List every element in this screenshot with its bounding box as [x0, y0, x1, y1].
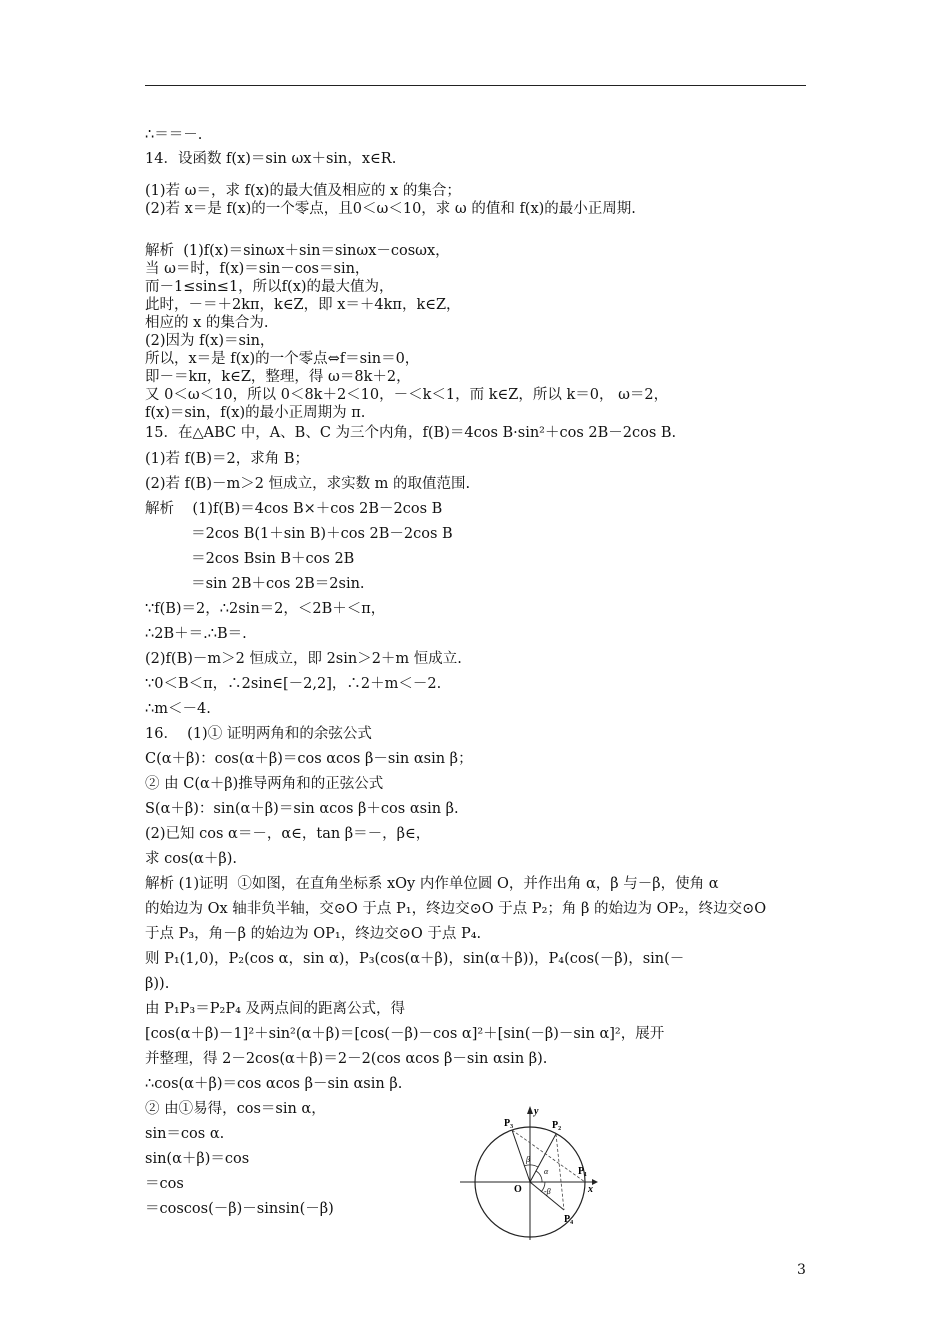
unit-circle-figure	[460, 1100, 610, 1240]
solution-heading: 解析 (1)证明 ①如图，在直角坐标系 xOy 内作单位圆 O，并作出角 α，β 与－β，使角 α	[145, 876, 719, 892]
problem-14-title: 14．设函数 f(x)＝sin ωx＋sin，x∈R.	[145, 151, 397, 167]
label-p2: P₂	[552, 1120, 562, 1131]
ray-op2	[530, 1134, 556, 1182]
text-line: 即－＝kπ，k∈Z，整理，得 ω＝8k＋2，	[145, 369, 411, 385]
text-line: ∴＝＝－.	[145, 127, 203, 143]
label-neg-beta: -β	[544, 1187, 551, 1196]
text-line: 此时，－＝＋2kπ，k∈Z，即 x＝＋4kπ，k∈Z，	[145, 297, 461, 313]
solution-heading: 解析 (1)f(x)＝sinωx＋sin＝sinωx－cosωx，	[145, 243, 450, 259]
text-line: 又 0＜ω＜10，所以 0＜8k＋2＜10，－＜k＜1，而 k∈Z，所以 k＝0， ω＝2，	[145, 387, 669, 403]
text-line: ∴m＜－4.	[145, 701, 211, 717]
text-line: 求 cos(α＋β).	[145, 851, 237, 867]
text-line: ∵0＜B＜π，∴2sin∈[－2,2]，∴2＋m＜－2.	[145, 676, 442, 692]
angle-alpha-arc	[536, 1171, 542, 1182]
text-line: (1)若 ω＝，求 f(x)的最大值及相应的 x 的集合；	[145, 183, 461, 199]
y-axis-arrow	[527, 1106, 533, 1114]
text-line: 相应的 x 的集合为.	[145, 315, 269, 331]
text-line: ∴2B＋＝.∴B＝.	[145, 626, 247, 642]
label-beta: β	[526, 1155, 530, 1164]
label-alpha: α	[544, 1167, 549, 1176]
text-line: β)).	[145, 976, 170, 992]
text-line: 由 P₁P₃＝P₂P₄ 及两点间的距离公式，得	[145, 1001, 405, 1017]
problem-15-title: 15．在△ABC 中，A、B、C 为三个内角，f(B)＝4cos B·sin²＋cos 2B－2cos B.	[145, 425, 677, 441]
text-line: ＝coscos(－β)－sinsin(－β)	[145, 1201, 334, 1217]
label-p4: P₄	[564, 1214, 574, 1225]
text-line: (2)若 f(B)－m＞2 恒成立，求实数 m 的取值范围.	[145, 476, 471, 492]
text-line: [cos(α＋β)－1]²＋sin²(α＋β)＝[cos(－β)－cos α]²＋[sin(－β)－sin α]²，展开	[145, 1026, 665, 1042]
text-line: 的始边为 Ox 轴非负半轴，交⊙O 于点 P₁，终边交⊙O 于点 P₂；角 β 的始边为 OP₂，终边交⊙O	[145, 901, 767, 917]
angle-beta-arc	[524, 1165, 538, 1167]
label-p3: P₃	[504, 1118, 514, 1129]
text-line: C(α＋β)：cos(α＋β)＝cos αcos β－sin αsin β；	[145, 751, 473, 767]
text-line: 而－1≤sin≤1，所以f(x)的最大值为，	[145, 279, 394, 295]
text-line: ＝sin 2B＋cos 2B＝2sin.	[145, 576, 365, 592]
text-line: ② 由①易得，cos＝sin α，	[145, 1101, 326, 1117]
text-line: 当 ω＝时，f(x)＝sin－cos＝sin，	[145, 261, 370, 277]
text-line: ② 由 C(α＋β)推导两角和的正弦公式	[145, 776, 384, 792]
page-number: 3	[797, 1262, 806, 1278]
text-line: ∴cos(α＋β)＝cos αcos β－sin αsin β.	[145, 1076, 403, 1092]
chord-p1p3	[512, 1130, 588, 1182]
text-line: 所以，x＝是 f(x)的一个零点⇔f＝sin＝0，	[145, 351, 420, 367]
chord-p2p4	[556, 1134, 564, 1210]
text-line: S(α＋β)：sin(α＋β)＝sin αcos β＋cos αsin β.	[145, 801, 459, 817]
label-x: x	[588, 1184, 593, 1195]
text-line: (2)已知 cos α＝－，α∈，tan β＝－，β∈，	[145, 826, 431, 842]
text-line: (2)因为 f(x)＝sin，	[145, 333, 275, 349]
label-origin: O	[514, 1184, 522, 1195]
label-y: y	[534, 1106, 539, 1117]
text-line: sin＝cos α.	[145, 1126, 225, 1142]
solution-heading: 解析 (1)f(B)＝4cos B×＋cos 2B－2cos B	[145, 501, 443, 517]
text-line: 于点 P₃，角－β 的始边为 OP₁，终边交⊙O 于点 P₄.	[145, 926, 482, 942]
label-p1: P₁	[578, 1166, 588, 1177]
text-line: sin(α＋β)＝cos	[145, 1151, 250, 1167]
text-line: (1)若 f(B)＝2，求角 B；	[145, 451, 309, 467]
text-line: (2)若 x＝是 f(x)的一个零点，且0＜ω＜10，求 ω 的值和 f(x)的最小正周期.	[145, 201, 636, 217]
text-line: ∵f(B)＝2，∴2sin＝2，＜2B＋＜π，	[145, 601, 386, 617]
problem-16-title: 16． (1)① 证明两角和的余弦公式	[145, 726, 372, 742]
text-line: ＝cos	[145, 1176, 184, 1192]
header-rule	[145, 85, 806, 86]
text-line: ＝2cos Bsin B＋cos 2B	[145, 551, 355, 567]
text-line: (2)f(B)－m＞2 恒成立，即 2sin＞2＋m 恒成立.	[145, 651, 462, 667]
text-line: 则 P₁(1,0)，P₂(cos α，sin α)，P₃(cos(α＋β)，sin(α＋β))，P₄(cos(－β)，sin(－	[145, 951, 685, 967]
text-line: ＝2cos B(1＋sin B)＋cos 2B－2cos B	[145, 526, 453, 542]
text-line: 并整理，得 2－2cos(α＋β)＝2－2(cos αcos β－sin αsin β).	[145, 1051, 548, 1067]
text-line: f(x)＝sin，f(x)的最小正周期为 π.	[145, 405, 366, 421]
